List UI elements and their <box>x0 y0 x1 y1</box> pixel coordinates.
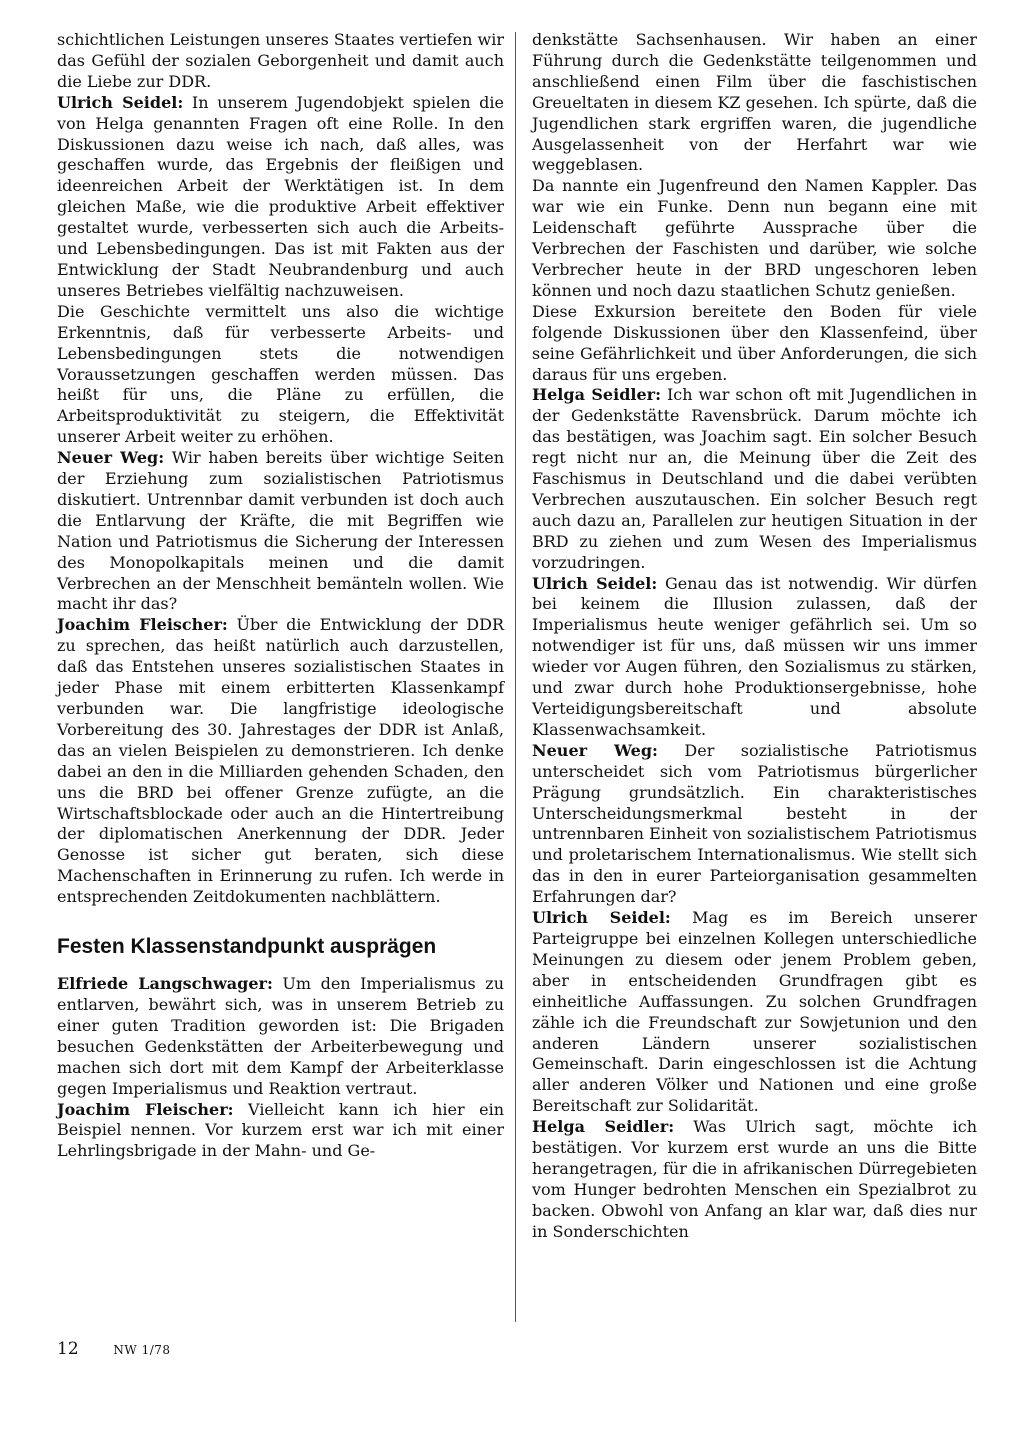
issue-label: NW 1/78 <box>113 1343 171 1357</box>
column-divider <box>515 32 516 1322</box>
paragraph <box>532 1117 977 1242</box>
speaker-name: Joachim Fleischer: <box>57 615 228 635</box>
speaker-name: Ulrich Seidel: <box>532 573 658 593</box>
paragraph <box>532 574 977 741</box>
speech-text: Der sozialistische Patriotismus unterscheidet sich vom Patriotismus bürgerlicher Prägung grundsätzlich. Ein charakteristisches Unterscheidungsmerkmal besteht in der untrennbaren Einheit von sozialistischem Patriotismus und proletarischem Internationalismus. Wie stellt sich das in den in eurer Parteiorganisation gesammelten Erfahrungen dar? <box>532 740 977 907</box>
speaker-name: Joachim Fleischer: <box>57 1099 234 1119</box>
speech-text: Ich war schon oft mit Jugendlichen in der Gedenkstätte Ravensbrück. Darum möchte ich das bestätigen, was Joachim sagt. Ein solcher Besuch regt nicht nur an, die Meinung über die Zeit des Faschismus in Deutschland und die dabei verübten Verbrechen auszutauschen. Ein solcher Besuch regt auch dazu an, Parallelen zur heutigen Situation in der BRD zu ziehen und zum Wesen des Imperialismus vorzudringen. <box>532 385 978 572</box>
speaker-name: Ulrich Seidel: <box>57 92 184 112</box>
speech-text: Wir haben bereits über wichtige Seiten der Erziehung zum sozialistischen Patriotismus diskutiert. Untrennbar damit verbunden ist doch auch die Entlarvung der Kräfte, die mit Begriffen wie Nation und Patriotismus die Sicherung der Interessen des Monopolkapitals meinen und die damit Verbrechen an der Menschheit bemänteln wollen. Wie macht ihr das? <box>57 448 505 614</box>
paragraph <box>57 93 504 302</box>
paragraph: Da nannte ein Jugenfreund den Namen Kappler. Das war wie ein Funke. Denn nun begann eine mit Leidenschaft geführte Aussprache über die Verbrechen der Faschisten und darüber, wie solche Verbrecher heute in der BRD ungeschoren leben können und noch dazu staatlichen Schutz genießen. <box>532 176 977 300</box>
section-heading: Festen Klassenstandpunkt ausprägen <box>57 935 437 959</box>
left-column <box>57 30 504 1162</box>
speaker-name: Neuer Weg: <box>57 448 165 468</box>
speech-text: Um den Imperialismus zu entlarven, bewährt sich, was in unserem Betrieb zu einer guten Tradition geworden ist: Die Brigaden besuchen Gedenkstätten der Arbeiterbewegung und machen sich dort mit dem Kampf der Arbeiterklasse gegen Imperialismus und Reaktion vertraut. <box>57 974 505 1098</box>
speech-text: Genau das ist notwendig. Wir dürfen bei keinem die Illusion zulassen, daß der Imperialismus heute weniger gefährlich sei. Um so notwendiger ist für uns, daß müssen wir uns immer wieder vor Augen führen, den Sozialismus zu stärken, und zwar durch hohe Produktionsergebnisse, hohe Verteidigungsbereitschaft und absolute Klassenwachsamkeit. <box>532 573 977 739</box>
paragraph: Die Geschichte vermittelt uns also die wichtige Erkenntnis, daß für verbesserte Arbeits- und Lebensbedingungen stets die notwendigen Voraussetzungen geschaffen werden müssen. Das heißt für uns, die Pläne zu erfüllen, die Arbeitsproduktivität zu steigern, die Effektivität unserer Arbeit weiter zu erhöhen. <box>57 301 504 447</box>
paragraph <box>532 908 977 1117</box>
speech-text: Vielleicht kann ich hier ein Beispiel nennen. Vor kurzem erst war ich mit einer Lehrlingsbrigade in der Mahn- und Ge- <box>57 1099 505 1161</box>
speech-text: Über die Entwicklung der DDR zu sprechen, das heißt natürlich auch darzustellen, daß das Entstehen unseres sozialistischen Staates in jeder Phase mit einem erbitterten Klassenkampf verbunden war. Die langfristige ideologische Vorbereitung des 30. Jahrestages der DDR ist Anlaß, das an vielen Beispielen zu demonstrieren. Ich denke dabei an den in die Milliarden gehenden Schaden, den uns die BRD bei offener Grenze zufügte, an die Wirtschaftsblockade oder auch an die Hintertreibung der diplomatischen Anerkennung der DDR. Jeder Genosse ist sicher gut beraten, sich diese Machenschaften in Erinnerung zu rufen. Ich werde in entsprechenden Zeitdokumenten nachblättern. <box>57 615 505 907</box>
page-footer <box>57 1340 171 1359</box>
speech-text: In unserem Jugendobjekt spielen die von Helga genannten Fragen oft eine Rolle. In den Diskussionen dazu weise ich nach, daß alles, was geschaffen wurde, das Ergebnis der fleißigen und ideenreichen Arbeit der Werktätigen ist. In dem gleichen Maße, wie die produktive Arbeit effektiver gestaltet wurde, verbesserten sich auch die Arbeits- und Lebensbedingungen. Das ist mit Fakten aus der Entwicklung der Stadt Neubrandenburg und auch unseres Betriebes vielfältig nachzuweisen. <box>57 92 505 300</box>
speaker-name: Helga Seidler: <box>532 1117 675 1137</box>
page-number: 12 <box>57 1339 79 1359</box>
paragraph <box>57 1100 504 1163</box>
right-column <box>532 30 977 1243</box>
paragraph <box>532 741 977 908</box>
speech-text: Mag es im Bereich unserer Parteigruppe bei einzelnen Kollegen unterschiedliche Meinungen zu diesem oder jenem Problem geben, aber in entscheidenden Grundfragen gibt es einheitliche Auffassungen. Zu solchen Grundfragen zähle ich die Freundschaft zur Sowjetunion und den anderen Ländern unserer sozialistischen Gemeinschaft. Darin eingeschlossen ist die Achtung aller anderen Völker und Nationen und eine große Bereitschaft zur Solidarität. <box>532 908 978 1116</box>
paragraph <box>532 385 977 573</box>
paragraph: schichtlichen Leistungen unseres Staates vertiefen wir das Gefühl der sozialen Geborgenheit und damit auch die Liebe zur DDR. <box>57 30 504 91</box>
paragraph: Diese Exkursion bereitete den Boden für viele folgende Diskussionen über den Klassenfeind, über seine Gefährlichkeit und über Anforderungen, die sich daraus für uns ergeben. <box>532 301 977 384</box>
speech-text: Was Ulrich sagt, möchte ich bestätigen. Vor kurzem erst wurde an uns die Bitte herangetragen, für die in afrikanischen Dürregebieten vom Hunger bedrohten Menschen ein Spezialbrot zu backen. Obwohl von Anfang an klar war, daß dies nur in Sonderschichten <box>532 1117 977 1241</box>
speaker-name: Helga Seidler: <box>532 385 661 405</box>
paragraph <box>57 974 504 1099</box>
paragraph: denkstätte Sachsenhausen. Wir haben an einer Führung durch die Gedenkstätte teilgenommen und anschließend einen Film über die faschistischen Greueltaten in diesem KZ gesehen. Ich spürte, daß die Jugendlichen stark ergriffen waren, die jugendliche Ausgelassenheit von der Herfahrt war wie weggeblasen. <box>532 30 977 175</box>
speaker-name: Elfriede Langschwager: <box>57 974 273 994</box>
speaker-name: Neuer Weg: <box>532 740 658 760</box>
paragraph <box>57 615 504 908</box>
speaker-name: Ulrich Seidel: <box>532 908 671 928</box>
paragraph <box>57 448 504 615</box>
